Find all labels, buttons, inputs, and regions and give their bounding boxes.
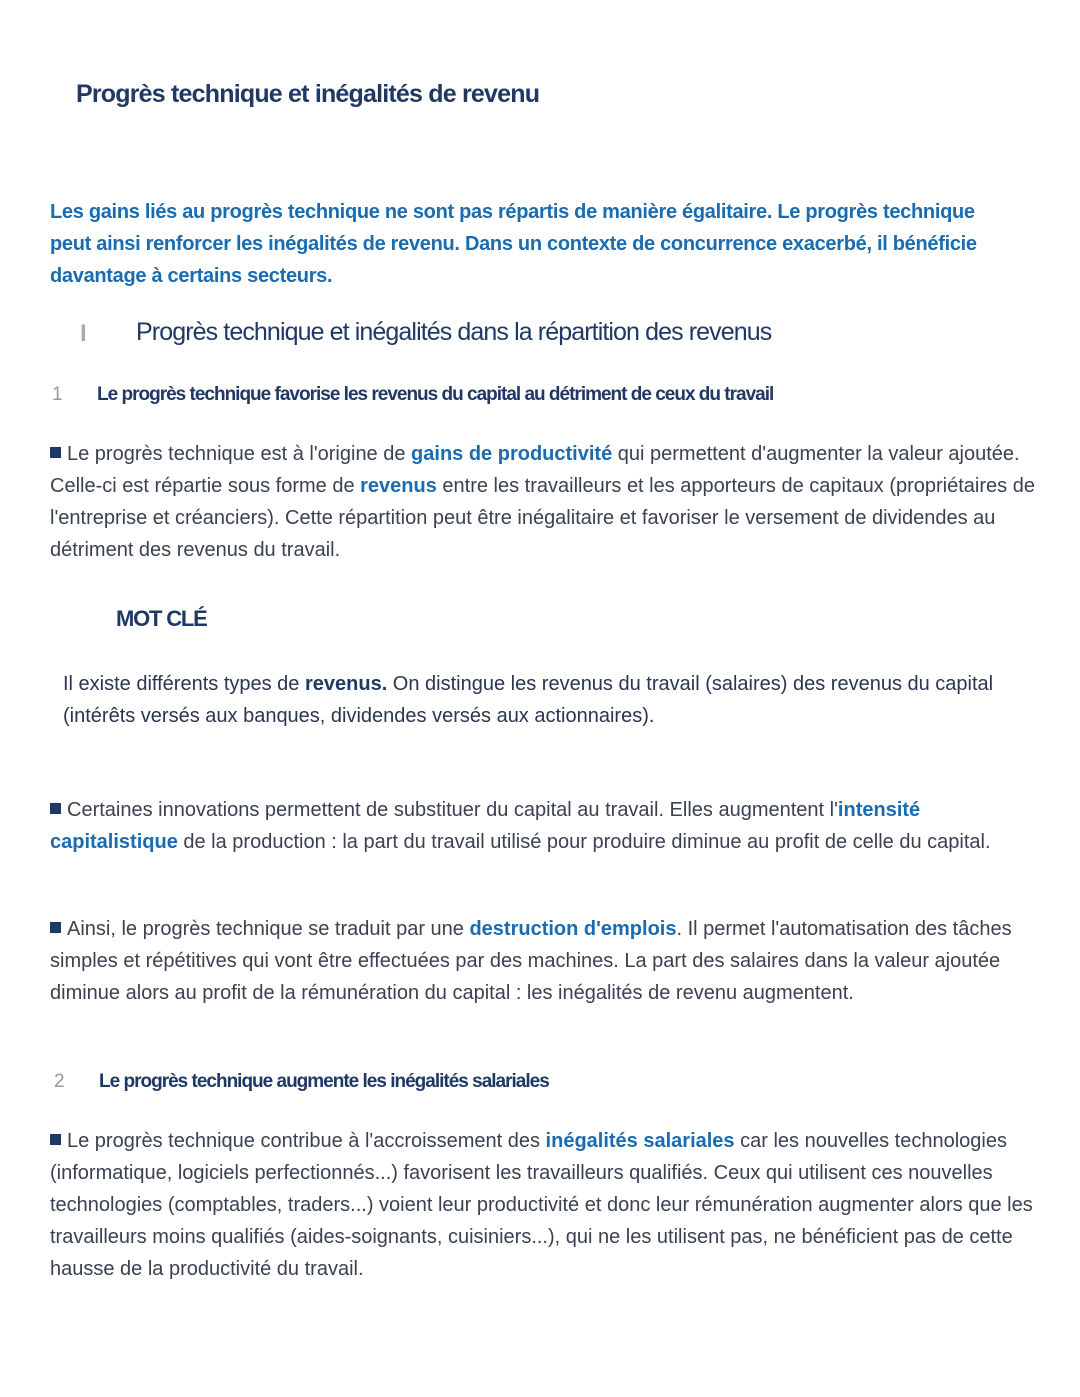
paragraph-emplois: [50, 913, 1040, 1009]
text: Certaines innovations permettent de substituer du capital au travail. Elles augmentent l': [67, 799, 838, 821]
bullet-icon: [50, 922, 61, 933]
text: Le progrès technique contribue à l'accroissement des: [67, 1130, 546, 1152]
text: de la production : la part du travail utilisé pour produire diminue au profit de celle du capital.: [177, 831, 991, 853]
keyword: inégalités salariales: [545, 1130, 735, 1152]
text: Il existe différents types de: [63, 673, 305, 695]
section-title: Progrès technique et inégalités dans la répartition des revenus: [136, 318, 772, 346]
text: Ainsi, le progrès technique se traduit par une: [67, 918, 470, 940]
text: . Il permet l'automatisation des tâches simples et répétitives qui vont être effectuées par des machines. La part des salaires dans la valeur ajoutée diminue alors au profit de la rémunération du capital : les inégalités de revenu augmentent.: [50, 918, 1012, 1004]
subsection-2: [54, 1071, 549, 1093]
paragraph-salariales: [50, 1125, 1040, 1285]
subsection-title: Le progrès technique favorise les revenus du capital au détriment de ceux du travail: [97, 384, 774, 405]
text: car les nouvelles technologies (informatique, logiciels perfectionnés...) favorisent les travailleurs qualifiés. Ceux qui utilisent ces nouvelles technologies (comptables, traders...) voient leur productivité et donc leur rémunération augmenter alors que les travailleurs moins qualifiés (aides-soignants, cuisiniers...), qui ne les utilisent pas, ne bénéficient pas de cette hausse de la productivité du travail.: [50, 1130, 1033, 1280]
bullet-icon: [50, 803, 61, 814]
text: Le progrès technique est à l'origine de: [67, 443, 412, 465]
section-number: I: [80, 320, 87, 347]
bullet-icon: [50, 1134, 61, 1145]
paragraph-intensite: [50, 794, 1040, 858]
keyword: intensité capitalistique: [50, 799, 921, 853]
paragraph-gains: [50, 438, 1040, 566]
subsection-number: 2: [54, 1071, 65, 1092]
keyword: revenus.: [304, 673, 388, 695]
keyword: revenus: [360, 475, 437, 497]
keyword: destruction d'emplois: [469, 918, 677, 940]
text: qui permettent d'augmenter la valeur ajoutée. Celle-ci est répartie sous forme de: [50, 443, 1020, 497]
subsection-number: 1: [52, 384, 63, 405]
intro-paragraph: Les gains liés au progrès technique ne sont pas répartis de manière égalitaire. Le progrès technique peut ainsi renforcer les inégalités de revenu. Dans un contexte de concurrence exacerbé, il bénéficie davantage à certains secteurs.: [50, 201, 977, 287]
subsection-title: Le progrès technique augmente les inégalités salariales: [99, 1071, 549, 1092]
page-title: Progrès technique et inégalités de revenu: [76, 80, 540, 108]
keyword: gains de productivité: [411, 443, 613, 465]
keyword-box-label: MOT CLÉ: [116, 606, 207, 631]
keyword-definition: [63, 668, 1023, 732]
text: On distingue les revenus du travail (salaires) des revenus du capital (intérêts versés aux banques, dividendes versés aux actionnaires).: [63, 673, 994, 727]
bullet-icon: [50, 447, 61, 458]
subsection-1: [52, 384, 773, 406]
text: entre les travailleurs et les apporteurs de capitaux (propriétaires de l'entreprise et créanciers). Cette répartition peut être inégalitaire et favoriser le versement de dividendes au détriment des revenus du travail.: [50, 475, 1035, 561]
